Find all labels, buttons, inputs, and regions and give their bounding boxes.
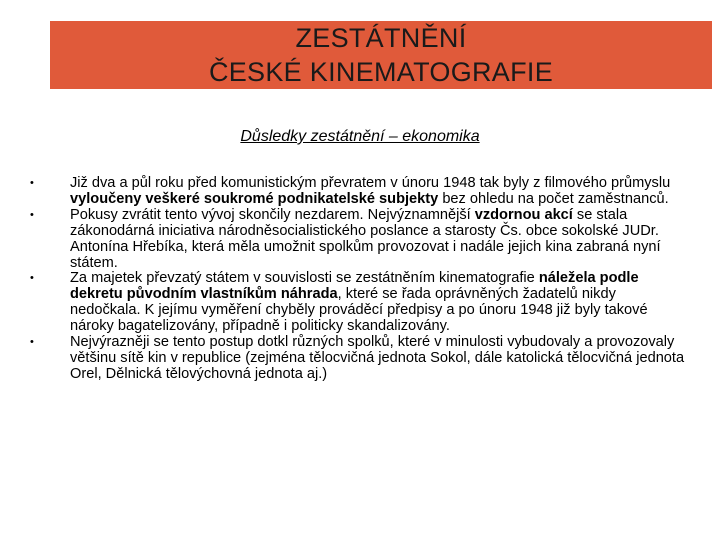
title-line-2: ČESKÉ KINEMATOGRAFIE (208, 57, 554, 87)
bullet-3-text-b: , které se řada oprávněných žadatelů nikdy nedočkala. K jejímu vyměření chyběly prováděcí předpisy a po únoru 1948 již byly takové nároky bagatelizovány, případně i politicky skandalizovány. (70, 286, 648, 335)
bullet-dot: • (30, 336, 34, 349)
bullet-item-4 (30, 335, 690, 383)
bullet-3-text-a: Za majetek převzatý státem v souvislosti se zestátněním kinematografie (70, 270, 539, 287)
bullet-1-text-b: bez ohledu na počet zaměstnanců. (438, 190, 669, 207)
section-subtitle (0, 127, 720, 147)
bullet-list (30, 176, 690, 383)
bullet-2-text-a: Pokusy zvrátit tento vývoj skončily nezdarem. Nejvýznamnější (70, 206, 475, 223)
bullet-1-bold-a: vyloučeny veškeré soukromé podnikatelské subjekty (70, 190, 439, 207)
bullet-dot: • (30, 208, 34, 221)
bullet-3-bold-a: náležela podle dekretu původním vlastníkům náhrada (70, 270, 639, 303)
bullet-2-bold-a: vzdornou akcí (474, 206, 573, 223)
title-bar (50, 21, 712, 89)
subtitle-text: Důsledky zestátnění – ekonomika (240, 128, 480, 145)
bullet-4-text-a: Nejvýrazněji se tento postup dotkl různých spolků, které v minulosti vybudovaly a provozovaly většinu sítě kin v republice (zejména tělocvičná jednota Sokol, dále katolická tělocvičná jednota Orel, Dělnická tělovýchovná jednota aj.) (70, 334, 685, 382)
bullet-2-text-b: se stala zákonodárná iniciativa národněsocialistického poslance a starosty Čs. obce sokolské JUDr. Antonína Hřebíka, která měla umožnit spolkům provozovat i nadále jejich kina zabraná nyní státem. (70, 206, 661, 271)
bullet-dot: • (30, 177, 34, 189)
bullet-item-2 (30, 208, 690, 272)
bullet-item-1 (30, 176, 690, 208)
bullet-1-text-a: Již dva a půl roku před komunistickým převratem v únoru 1948 tak byly z filmového průmyslu (70, 175, 671, 191)
bullet-item-3 (30, 271, 690, 335)
title-line-1: ZESTÁTNĚNÍ (295, 23, 467, 53)
bullet-dot: • (30, 272, 34, 285)
